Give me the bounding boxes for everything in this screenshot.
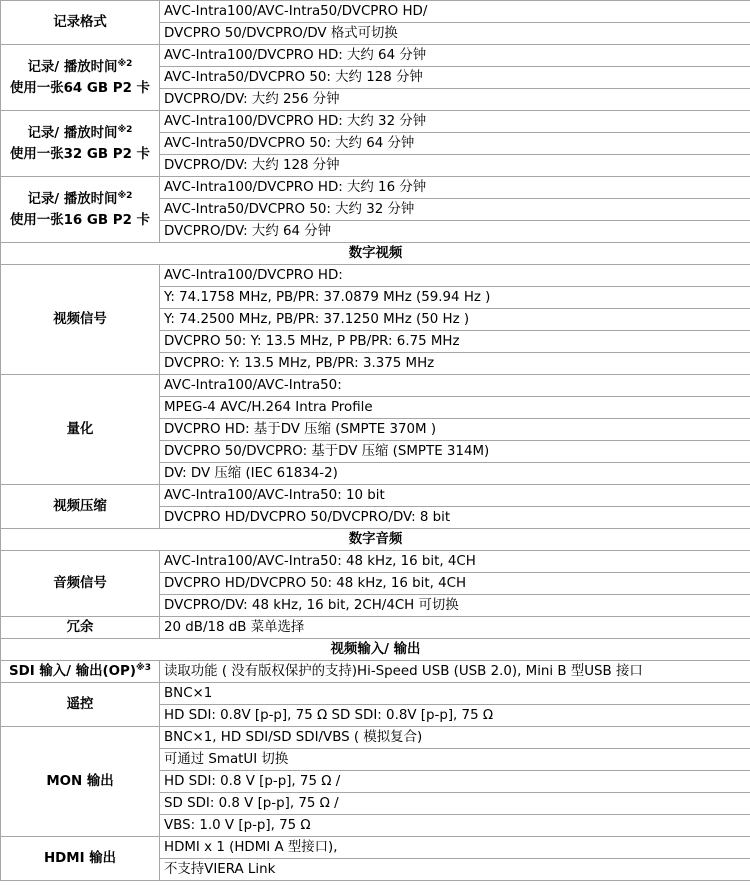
value-cell: AVC-Intra100/AVC-Intra50: xyxy=(160,375,750,397)
row-label-rec-time-16gb: 记录/ 播放时间$^{※2}$ 使用一张16 GB P2 卡 xyxy=(1,177,160,243)
value-cell: DVCPRO/DV: 大约 128 分钟 xyxy=(160,155,750,177)
row-label-video-signal: 视频信号 xyxy=(1,265,160,375)
value-cell: AVC-Intra50/DVCPRO 50: 大约 32 分钟 xyxy=(160,199,750,221)
section-header-digital-audio: 数字音频 xyxy=(1,529,750,551)
value-cell: DVCPRO 50/DVCPRO/DV 格式可切换 xyxy=(160,23,750,45)
row-label-rec-time-64gb: 记录/ 播放时间$^{※2}$ 使用一张64 GB P2 卡 xyxy=(1,45,160,111)
row-label-video-compression: 视频压缩 xyxy=(1,485,160,529)
value-cell: AVC-Intra100/DVCPRO HD: 大约 16 分钟 xyxy=(160,177,750,199)
table-row xyxy=(1,45,750,67)
value-cell: DVCPRO/DV: 48 kHz, 16 bit, 2CH/4CH 可切换 xyxy=(160,595,750,617)
value-cell: DVCPRO/DV: 大约 256 分钟 xyxy=(160,89,750,111)
table-row xyxy=(1,727,750,749)
value-cell: DVCPRO HD: 基于DV 压缩 (SMPTE 370M ) xyxy=(160,419,750,441)
table-row xyxy=(1,1,750,23)
table-row xyxy=(1,375,750,397)
row-label-audio-signal: 音频信号 xyxy=(1,551,160,617)
table-row xyxy=(1,661,750,683)
section-header-video-io: 视频输入/ 输出 xyxy=(1,639,750,661)
value-cell: 不支持VIERA Link xyxy=(160,859,750,881)
value-cell: VBS: 1.0 V [p-p], 75 Ω xyxy=(160,815,750,837)
value-cell: 可通过 SmatUI 切换 xyxy=(160,749,750,771)
value-cell: DVCPRO/DV: 大约 64 分钟 xyxy=(160,221,750,243)
table-row xyxy=(1,485,750,507)
value-cell: SD SDI: 0.8 V [p-p], 75 Ω / xyxy=(160,793,750,815)
row-label-hdmi-out: HDMI 输出 xyxy=(1,837,160,881)
value-cell: HD SDI: 0.8 V [p-p], 75 Ω / xyxy=(160,771,750,793)
value-cell: DVCPRO 50/DVCPRO: 基于DV 压缩 (SMPTE 314M) xyxy=(160,441,750,463)
value-cell: DVCPRO HD/DVCPRO 50/DVCPRO/DV: 8 bit xyxy=(160,507,750,529)
value-cell: BNC×1, HD SDI/SD SDI/VBS ( 模拟复合) xyxy=(160,727,750,749)
row-label-sdi-io: SDI 输入/ 输出(OP)$^{※3}$ xyxy=(1,661,160,683)
row-label-rec-format: 记录格式 xyxy=(1,1,160,45)
value-cell: AVC-Intra100/DVCPRO HD: 大约 64 分钟 xyxy=(160,45,750,67)
table-row xyxy=(1,551,750,573)
value-cell: 20 dB/18 dB 菜单选择 xyxy=(160,617,750,639)
value-cell: AVC-Intra100/AVC-Intra50: 10 bit xyxy=(160,485,750,507)
value-cell: AVC-Intra100/DVCPRO HD: xyxy=(160,265,750,287)
value-cell: DVCPRO HD/DVCPRO 50: 48 kHz, 16 bit, 4CH xyxy=(160,573,750,595)
table-row xyxy=(1,837,750,859)
row-label-remote: 遥控 xyxy=(1,683,160,727)
value-cell: AVC-Intra100/AVC-Intra50/DVCPRO HD/ xyxy=(160,1,750,23)
value-cell: BNC×1 xyxy=(160,683,750,705)
value-cell: DVCPRO 50: Y: 13.5 MHz, P PB/PR: 6.75 MHz xyxy=(160,331,750,353)
section-row xyxy=(1,639,750,661)
value-cell: AVC-Intra50/DVCPRO 50: 大约 64 分钟 xyxy=(160,133,750,155)
value-cell: DVCPRO: Y: 13.5 MHz, PB/PR: 3.375 MHz xyxy=(160,353,750,375)
row-label-headroom: 冗余 xyxy=(1,617,160,639)
value-cell: DV: DV 压缩 (IEC 61834-2) xyxy=(160,463,750,485)
value-cell: AVC-Intra100/DVCPRO HD: 大约 32 分钟 xyxy=(160,111,750,133)
value-cell: HDMI x 1 (HDMI A 型接口), xyxy=(160,837,750,859)
value-cell: Y: 74.2500 MHz, PB/PR: 37.1250 MHz (50 Hz ) xyxy=(160,309,750,331)
value-cell: Y: 74.1758 MHz, PB/PR: 37.0879 MHz (59.94 Hz ) xyxy=(160,287,750,309)
row-label-quantization: 量化 xyxy=(1,375,160,485)
row-label-rec-time-32gb: 记录/ 播放时间$^{※2}$ 使用一张32 GB P2 卡 xyxy=(1,111,160,177)
section-row xyxy=(1,243,750,265)
value-cell: AVC-Intra50/DVCPRO 50: 大约 128 分钟 xyxy=(160,67,750,89)
section-header-digital-video: 数字视频 xyxy=(1,243,750,265)
table-row xyxy=(1,265,750,287)
value-cell: 读取功能 ( 没有版权保护的支持)Hi-Speed USB (USB 2.0), Mini B 型USB 接口 xyxy=(160,661,750,683)
table-row xyxy=(1,111,750,133)
table-row xyxy=(1,683,750,705)
section-row xyxy=(1,529,750,551)
value-cell: HD SDI: 0.8V [p-p], 75 Ω SD SDI: 0.8V [p-p], 75 Ω xyxy=(160,705,750,727)
table-row xyxy=(1,177,750,199)
value-cell: AVC-Intra100/AVC-Intra50: 48 kHz, 16 bit, 4CH xyxy=(160,551,750,573)
table-row xyxy=(1,617,750,639)
value-cell: MPEG-4 AVC/H.264 Intra Profile xyxy=(160,397,750,419)
row-label-mon-out: MON 输出 xyxy=(1,727,160,837)
